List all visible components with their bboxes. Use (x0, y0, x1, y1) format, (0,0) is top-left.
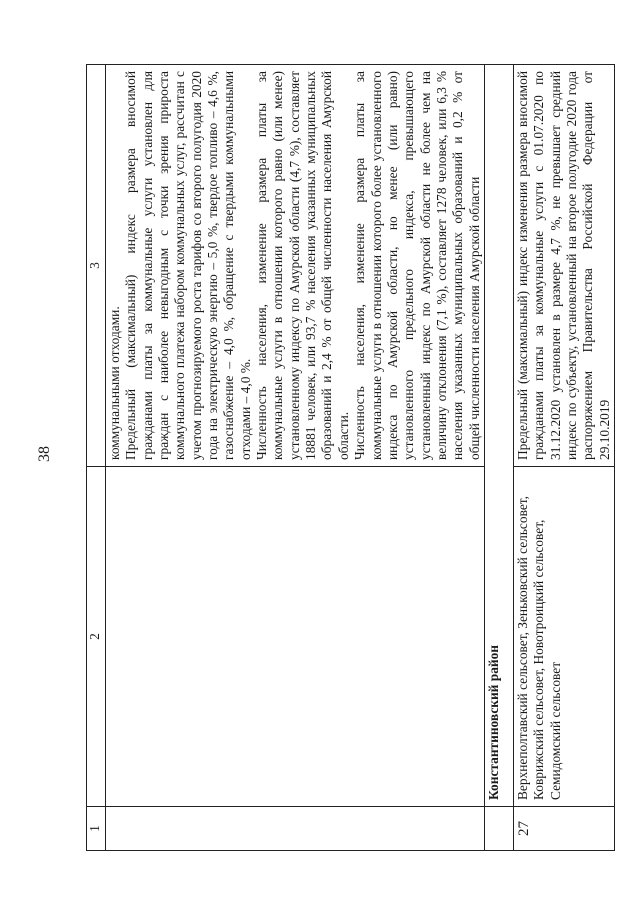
table-header-row (87, 65, 106, 851)
section-title: Константиновский район (484, 65, 513, 807)
header-col-1: 1 (87, 807, 106, 851)
header-col-2: 2 (87, 467, 106, 807)
continuation-paragraph-1: коммунальными отходами. (107, 306, 122, 460)
section-row (484, 65, 513, 851)
continuation-row (106, 65, 485, 851)
row-municipalities: Верхнеполтавский сельсовет, Зеньковский сельсовет, Коврижский сельсовет, Новотроицкий сельсовет, Семидомский сельсовет (513, 467, 614, 807)
continuation-paragraph-2: Предельный (максимальный) индекс размера вносимой гражданами платы за коммунальные услуги установлен для граждан с наиболее невыгодным с точки зрения прироста коммунального платежа набором коммунальных услуг, рассчитан с учетом прогнозируемого роста тарифов со второго полугодия 2020 года на электрическую энергию – 5,0 %, твердое топливо – 4,6 %, газоснабжение – 4,0 %, обращение с твердыми коммунальными отходами – 4,0 %. (123, 71, 253, 460)
continuation-cell-text (106, 65, 485, 467)
continuation-cell-municipalities (106, 467, 485, 807)
continuation-paragraph-3: Численность населения, изменение размера платы за коммунальные услуги в отношении которого равно (или менее) установленному индексу по Амурской области (4,7 %), составляет 18881 человек, или 93,7 % населения указанных муниципальных образований и 2,4 % от общей численности населения Амурской области. (254, 71, 351, 460)
page-number: 38 (36, 446, 53, 462)
continuation-cell-number (106, 807, 485, 851)
row-number: 27 (513, 807, 614, 851)
rotated-table-wrapper (86, 64, 612, 851)
table-container (86, 64, 612, 851)
continuation-paragraph-4: Численность населения, изменение размера платы за коммунальные услуги в отношении которого более установленного индекса по Амурской области, но менее (или равно) установленного предельного индекса, превышающего установленный индекс по Амурской области не более чем на величину отклонения (7,1 %), составляет 1278 человек, или 6,3 % населения указанных муниципальных образований и 0,2 % от общей численности населения Амурской области (352, 71, 482, 460)
header-col-3: 3 (87, 65, 106, 467)
tariff-index-table (86, 64, 615, 851)
table-row (513, 65, 614, 851)
section-cell-empty (484, 807, 513, 851)
row-text: Предельный (максимальный) индекс изменения размера вносимой гражданами платы за коммунальные услуги с 01.07.2020 по 31.12.2020 установлен в размере 4,7 %, не превышает средний индекс по субъекту, установленный на второе полугодие 2020 года распоряжением Правительства Российской Федерации от 29.10.2019 (513, 65, 614, 467)
